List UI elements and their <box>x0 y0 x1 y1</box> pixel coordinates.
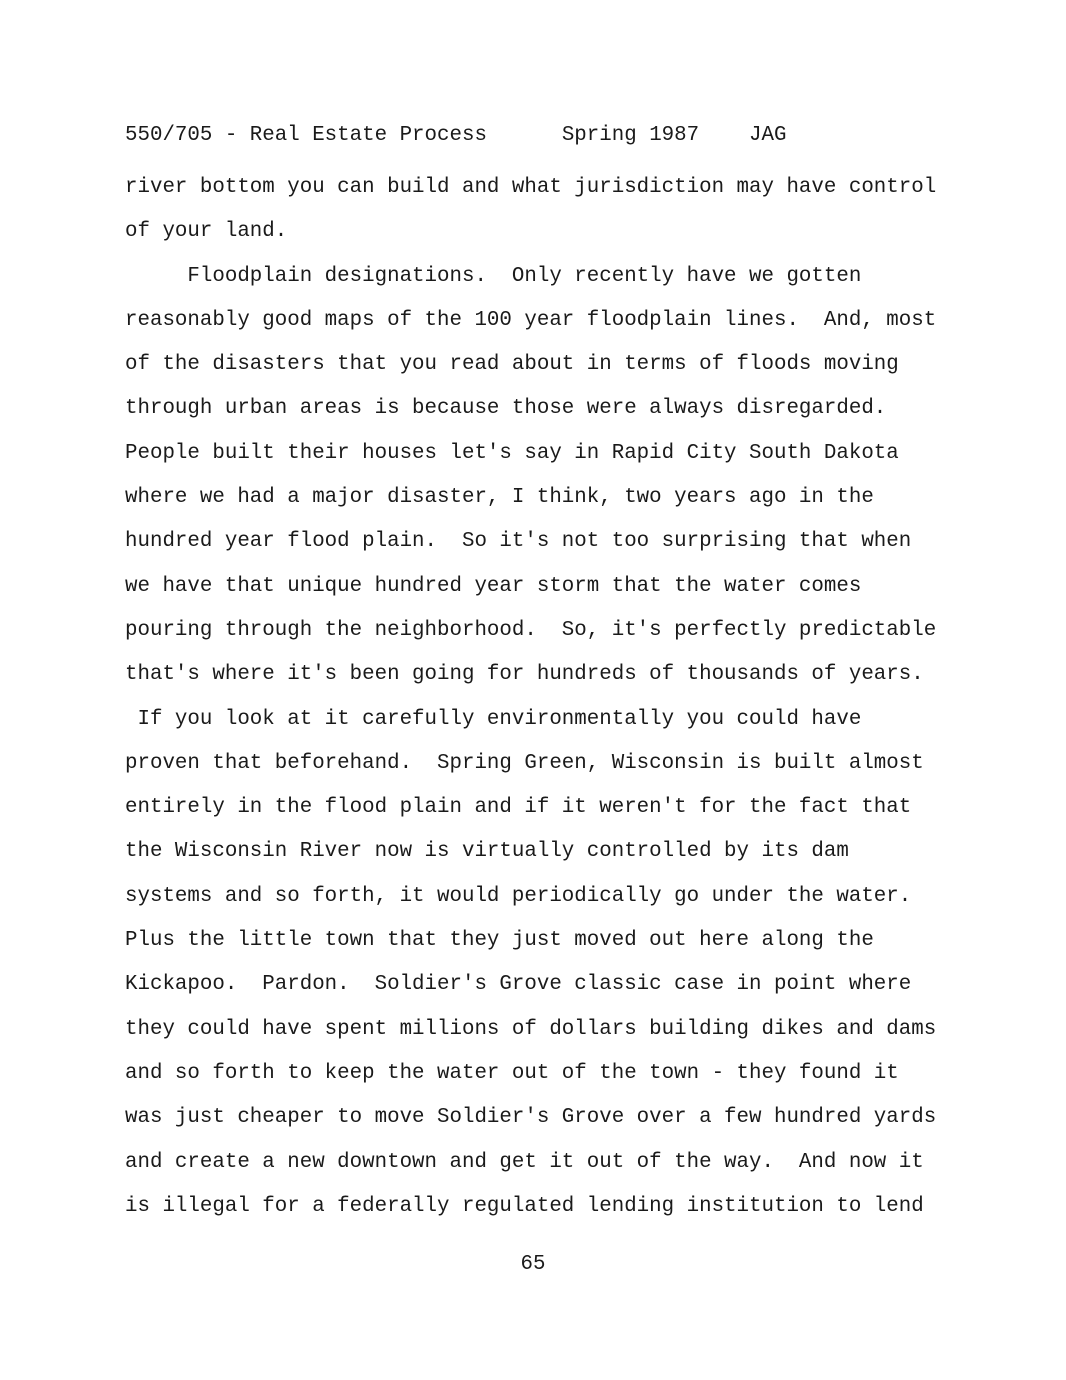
text-line: of your land. <box>125 220 288 244</box>
text-line: proven that beforehand. Spring Green, Wisconsin is built almost <box>125 751 924 775</box>
text-line: and so forth to keep the water out of the town - they found it <box>125 1061 899 1085</box>
text-line: hundred year flood plain. So it's not too surprising that when <box>125 530 912 554</box>
text-line: entirely in the flood plain and if it weren't for the fact that <box>125 796 912 820</box>
text-line: through urban areas is because those were always disregarded. <box>125 397 887 421</box>
text-line: where we had a major disaster, I think, two years ago in the <box>125 486 874 510</box>
text-line: the Wisconsin River now is virtually controlled by its dam <box>125 840 849 864</box>
body-text <box>125 166 955 1229</box>
page-header <box>125 121 787 151</box>
text-line: Plus the little town that they just moved out here along the <box>125 929 874 953</box>
text-line: river bottom you can build and what jurisdiction may have control <box>125 176 937 199</box>
text-line: pouring through the neighborhood. So, it's perfectly predictable <box>125 618 937 642</box>
text-line: we have that unique hundred year storm that the water comes <box>125 574 862 598</box>
header-course: 550/705 - Real Estate Process <box>125 124 487 147</box>
header-initials: JAG <box>749 124 787 147</box>
page-number: 65 <box>520 1253 546 1276</box>
text-line: People built their houses let's say in Rapid City South Dakota <box>125 441 899 465</box>
text-line: Kickapoo. Pardon. Soldier's Grove classic case in point where <box>125 973 912 997</box>
text-line: was just cheaper to move Soldier's Grove over a few hundred yards <box>125 1106 937 1130</box>
text-line: If you look at it carefully environmentally you could have <box>125 707 862 731</box>
text-line: and create a new downtown and get it out of the way. And now it <box>125 1150 924 1174</box>
text-line: is illegal for a federally regulated lending institution to lend <box>125 1194 924 1218</box>
text-line: they could have spent millions of dollars building dikes and dams <box>125 1017 937 1041</box>
header-term: Spring 1987 <box>561 124 700 147</box>
text-line: reasonably good maps of the 100 year floodplain lines. And, most <box>125 308 937 332</box>
text-line: of the disasters that you read about in terms of floods moving <box>125 353 899 377</box>
text-line: Floodplain designations. Only recently have we gotten <box>125 264 862 288</box>
text-line: that's where it's been going for hundreds of thousands of years. <box>125 663 924 687</box>
text-line: systems and so forth, it would periodically go under the water. <box>125 884 912 908</box>
